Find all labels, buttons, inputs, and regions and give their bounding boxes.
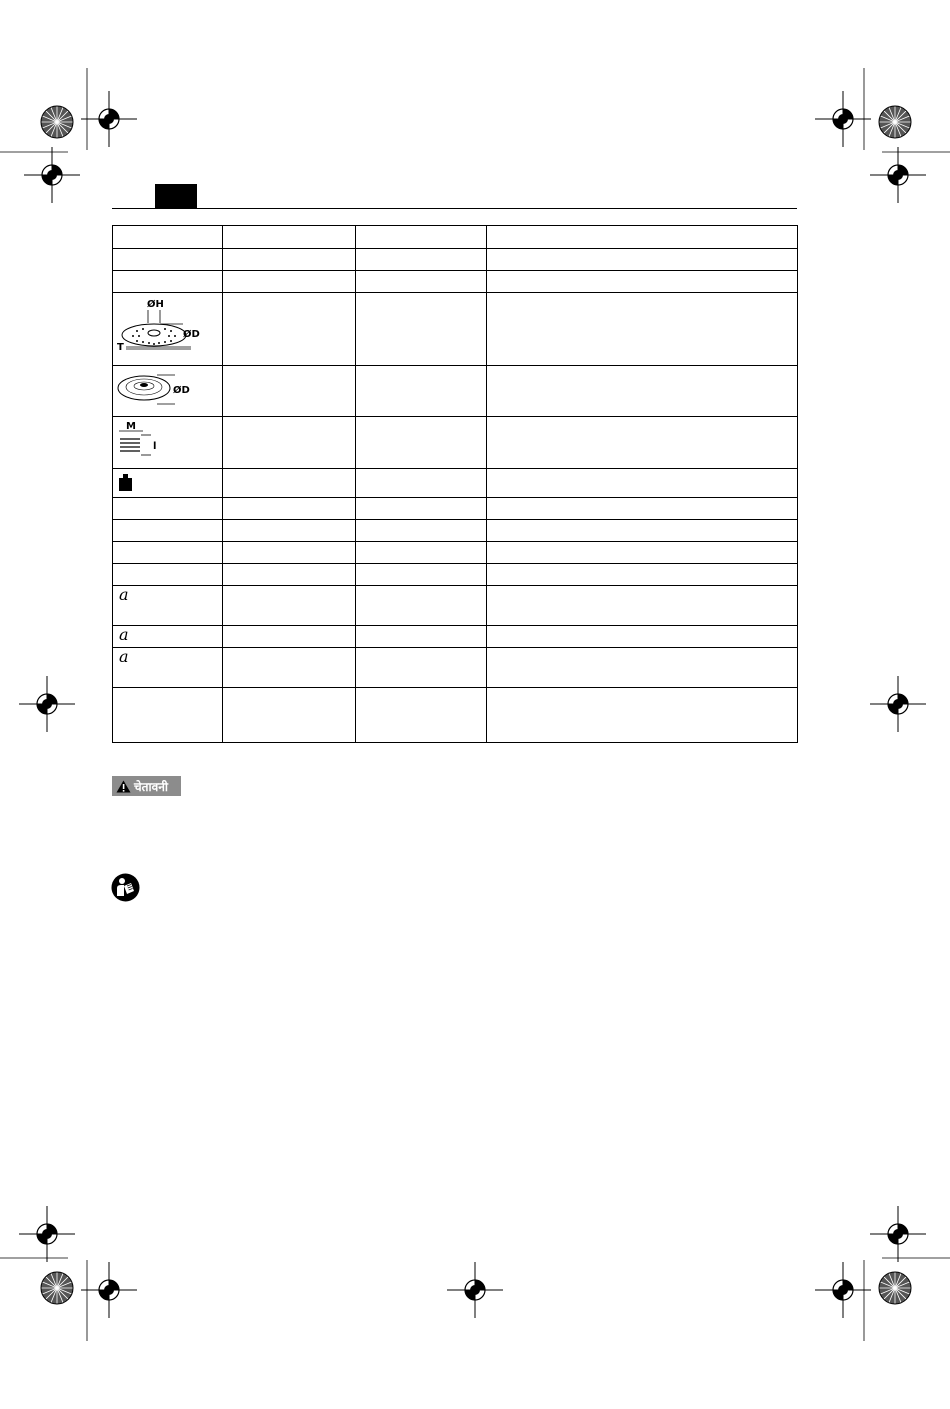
table-cell [356,366,487,417]
table-row [113,564,798,586]
registration-mark-icon [870,676,926,732]
table-cell [113,366,223,417]
pad-diameter-label: ØD [173,385,190,396]
table-cell [113,564,223,586]
table-cell [223,498,356,520]
table-cell [356,469,487,498]
table-cell [487,249,798,271]
registration-mark-icon [81,91,137,147]
registration-mark-icon [447,1262,503,1318]
vibration-a-icon: a [119,647,129,666]
table-cell [223,417,356,469]
table-cell [356,564,487,586]
vibration-a-icon: a [119,625,129,644]
warning-triangle-icon [116,780,131,793]
registration-mark-icon [24,147,80,203]
table-cell [223,542,356,564]
registration-mark-icon [19,1206,75,1262]
table-cell [356,520,487,542]
warning-badge [112,776,181,796]
table-cell [487,498,798,520]
color-target-icon [879,1272,911,1304]
registration-mark-icon [81,1262,137,1318]
thread-length-label: l [153,441,157,452]
registration-mark-icon [815,91,871,147]
table-cell [113,271,223,293]
table-cell [113,417,223,469]
registration-mark-icon [870,147,926,203]
table-row [113,249,798,271]
table-cell [113,688,223,743]
table-cell [223,293,356,366]
warning-label: चेतावनी [134,779,169,794]
table-cell [487,648,798,688]
table-row [113,520,798,542]
color-target-icon [41,106,73,138]
table-cell [113,226,223,249]
table-cell [223,226,356,249]
table-row [113,498,798,520]
table-row [113,648,798,688]
table-cell [113,469,223,498]
grinding-disc-dimensions-icon [113,293,221,363]
disc-diameter-label: ØD [183,329,200,340]
registration-mark-icon [19,676,75,732]
table-row [113,626,798,648]
thread-size-label: M [126,421,136,432]
table-cell [113,586,223,626]
table-cell [113,249,223,271]
table-row [113,366,798,417]
table-cell [356,542,487,564]
table-row [113,688,798,743]
table-cell [223,688,356,743]
vibration-a-icon: a [119,585,129,604]
disc-hole-label: ØH [147,299,164,310]
table-row [113,586,798,626]
spindle-thread-icon [113,417,221,465]
table-cell [356,293,487,366]
language-tab [155,184,197,208]
table-cell [487,542,798,564]
table-cell [356,626,487,648]
table-cell [487,688,798,743]
table-row [113,271,798,293]
table-row [113,417,798,469]
table-cell [223,564,356,586]
table-cell [487,564,798,586]
technical-data-table [112,225,798,743]
table-cell [113,648,223,688]
table-cell [487,293,798,366]
table-cell [487,520,798,542]
color-target-icon [41,1272,73,1304]
header-rule [112,208,797,209]
table-cell [356,586,487,626]
table-cell [223,249,356,271]
table-cell [113,520,223,542]
table-cell [487,226,798,249]
color-target-icon [879,106,911,138]
table-cell [223,469,356,498]
registration-mark-icon [870,1206,926,1262]
table-cell [487,366,798,417]
weight-icon [113,469,143,495]
table-cell [356,688,487,743]
table-row [113,226,798,249]
table-cell [487,626,798,648]
table-cell [356,249,487,271]
table-cell [487,417,798,469]
table-cell [223,648,356,688]
table-cell [223,626,356,648]
table-cell [356,271,487,293]
registration-mark-icon [815,1262,871,1318]
table-cell [487,469,798,498]
table-row [113,542,798,564]
table-cell [223,520,356,542]
table-row [113,469,798,498]
table-cell [113,542,223,564]
table-cell [223,271,356,293]
table-cell [113,626,223,648]
table-cell [113,498,223,520]
table-row [113,293,798,366]
table-cell [487,586,798,626]
table-cell [356,648,487,688]
read-manual-icon [111,873,140,902]
table-cell [356,226,487,249]
table-cell [356,417,487,469]
table-cell [356,498,487,520]
table-cell [223,586,356,626]
disc-thickness-label: T [117,342,124,353]
backing-pad-diameter-icon [113,366,221,414]
table-cell [113,293,223,366]
table-cell [223,366,356,417]
table-cell [487,271,798,293]
